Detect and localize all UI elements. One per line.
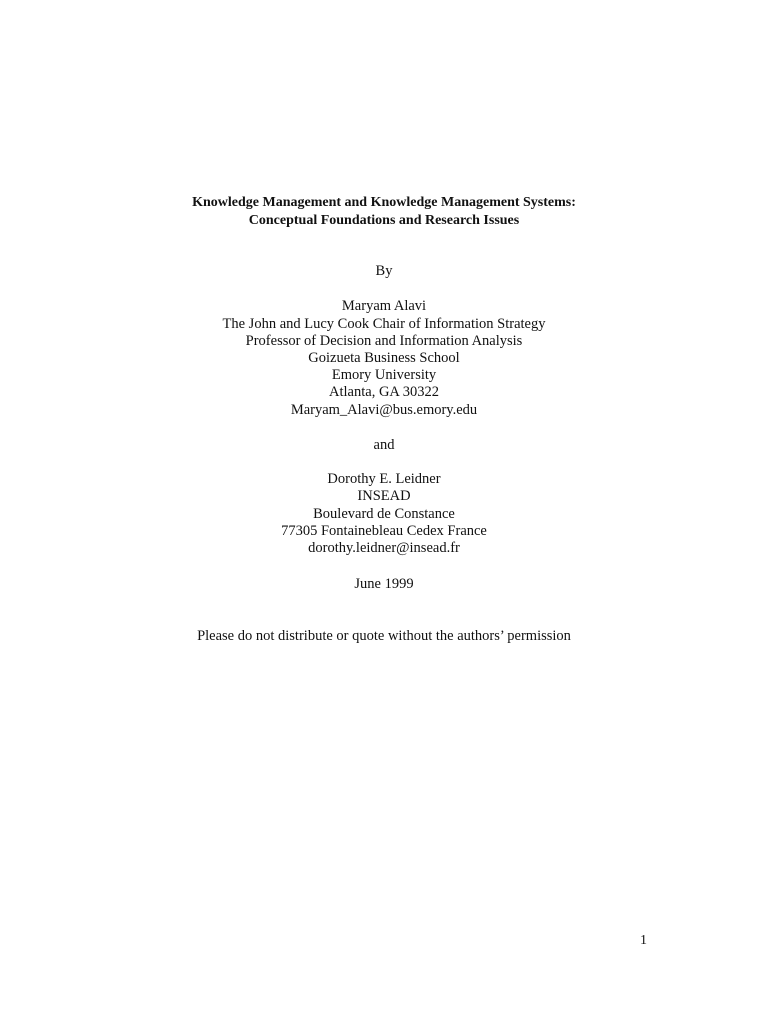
- title-line-1: Knowledge Management and Knowledge Management Systems:: [192, 195, 576, 210]
- by-label: By: [375, 263, 393, 279]
- author1-position: Professor of Decision and Information Analysis: [245, 333, 523, 349]
- author2-email: dorothy.leidner@insead.fr: [308, 540, 460, 556]
- author1-name: Maryam Alavi: [341, 298, 427, 314]
- author2-name: Dorothy E. Leidner: [327, 471, 441, 487]
- author2-street: Boulevard de Constance: [313, 506, 455, 522]
- page-number: 1: [640, 933, 647, 948]
- publication-date: June 1999: [354, 576, 414, 592]
- author1-title: The John and Lucy Cook Chair of Information Strategy: [222, 316, 546, 332]
- title-line-2: Conceptual Foundations and Research Issues: [248, 213, 520, 228]
- author1-email: Maryam_Alavi@bus.emory.edu: [290, 402, 478, 418]
- author2-city: 77305 Fontainebleau Cedex France: [281, 523, 487, 539]
- distribution-notice: Please do not distribute or quote without the authors’ permission: [197, 628, 571, 644]
- author2-institution: INSEAD: [357, 488, 411, 504]
- author1-university: Emory University: [331, 367, 437, 383]
- author1-city: Atlanta, GA 30322: [329, 384, 439, 400]
- and-label: and: [373, 437, 395, 453]
- author1-school: Goizueta Business School: [308, 350, 460, 366]
